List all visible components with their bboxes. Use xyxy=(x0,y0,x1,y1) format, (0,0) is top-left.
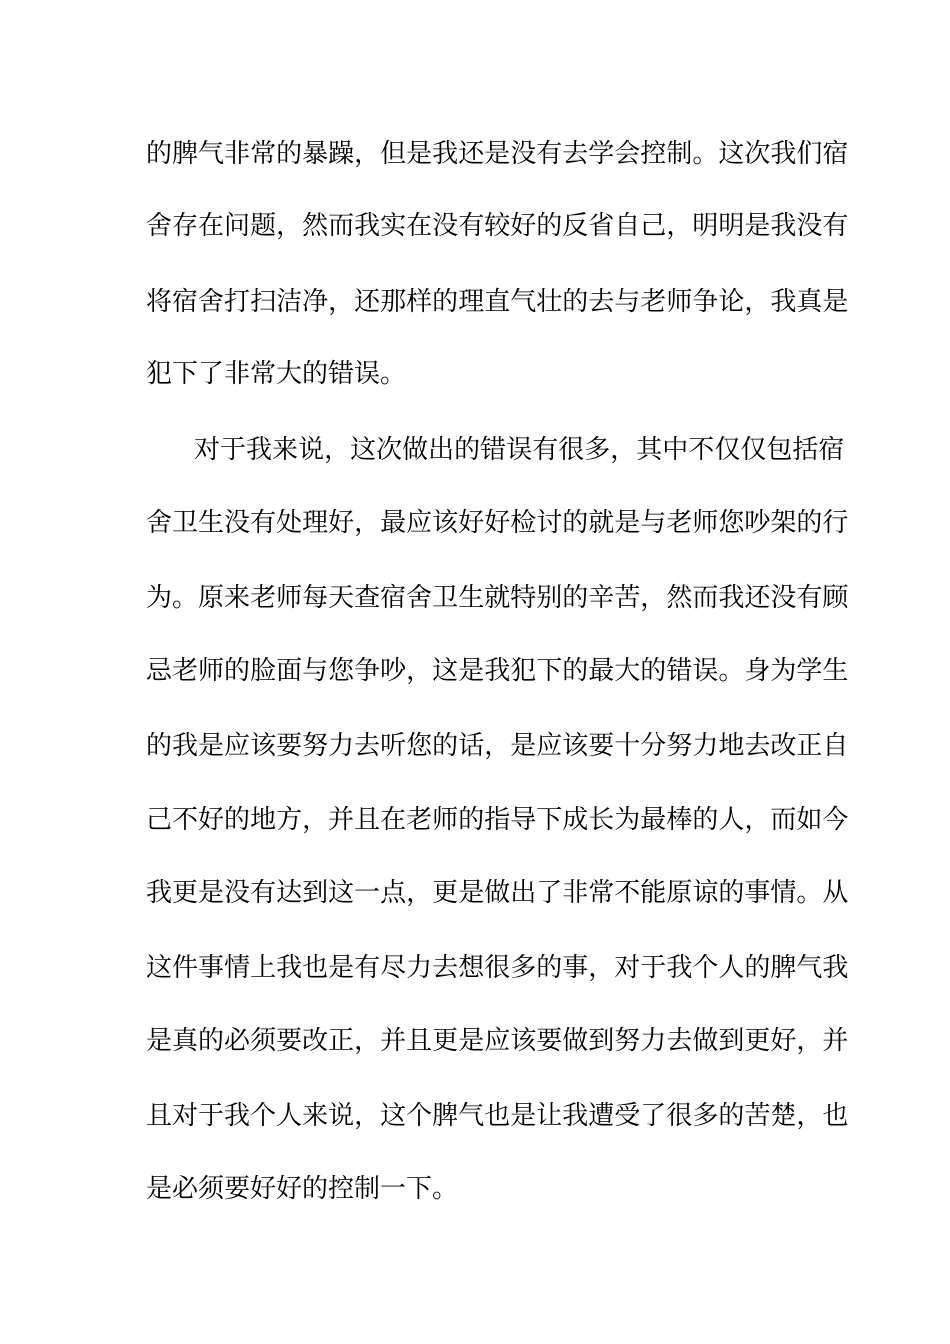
paragraph-line: 的 我 是 应 该 要 努 力 去 听 您 的 话 ， 是 应 该 要 十 分 努 力 地 去 改 正 自 xyxy=(146,731,849,761)
paragraph-line: 且 对 于 我 个 人 来 说 ， 这 个 脾 气 也 是 让 我 遭 受 了 很 多 的 苦 楚 ， 也 xyxy=(146,1101,849,1131)
paragraph-line: 我 更 是 没 有 达 到 这 一 点 ， 更 是 做 出 了 非 常 不 能 原 谅 的 事 情 。 从 xyxy=(146,878,849,908)
paragraph-line: 犯下了非常大的错误。 xyxy=(146,359,407,389)
paragraph-line: 忌 老 师 的 脸 面 与 您 争 吵 ， 这 是 我 犯 下 的 最 大 的 错 误 。 身 为 学 生 xyxy=(146,656,849,686)
paragraph-line: 己 不 好 的 地 方 ， 并 且 在 老 师 的 指 导 下 成 长 为 最 棒 的 人 ， 而 如 今 xyxy=(146,805,849,835)
paragraph-line: 的 脾 气 非 常 的 暴 躁 ， 但 是 我 还 是 没 有 去 学 会 控 制 。 这 次 我 们 宿 xyxy=(146,139,849,169)
paragraph-line: 舍 卫 生 没 有 处 理 好 ， 最 应 该 好 好 检 讨 的 就 是 与 老 师 您 吵 架 的 行 xyxy=(146,508,849,538)
paragraph-line: 将 宿 舍 打 扫 洁 净 ， 还 那 样 的 理 直 气 壮 的 去 与 老 师 争 论 ， 我 真 是 xyxy=(146,287,849,317)
paragraph-first-line: 对 于 我 来 说 ， 这 次 做 出 的 错 误 有 很 多 ， 其 中 不 仅 仅 包 括 宿 xyxy=(194,435,845,465)
paragraph-line: 舍 存 在 问 题 ， 然 而 我 实 在 没 有 较 好 的 反 省 自 己 ， 明 明 是 我 没 有 xyxy=(146,211,849,241)
paragraph-line: 是 真 的 必 须 要 改 正 ， 并 且 更 是 应 该 要 做 到 努 力 去 做 到 更 好 ， 并 xyxy=(146,1026,849,1056)
paragraph-line: 是必须要好好的控制一下。 xyxy=(146,1174,459,1204)
paragraph-line: 为 。 原 来 老 师 每 天 查 宿 舍 卫 生 就 特 别 的 辛 苦 ， 然 而 我 还 没 有 顾 xyxy=(146,583,849,613)
paragraph-line: 这 件 事 情 上 我 也 是 有 尽 力 去 想 很 多 的 事 ， 对 于 我 个 人 的 脾 气 我 xyxy=(146,953,849,983)
